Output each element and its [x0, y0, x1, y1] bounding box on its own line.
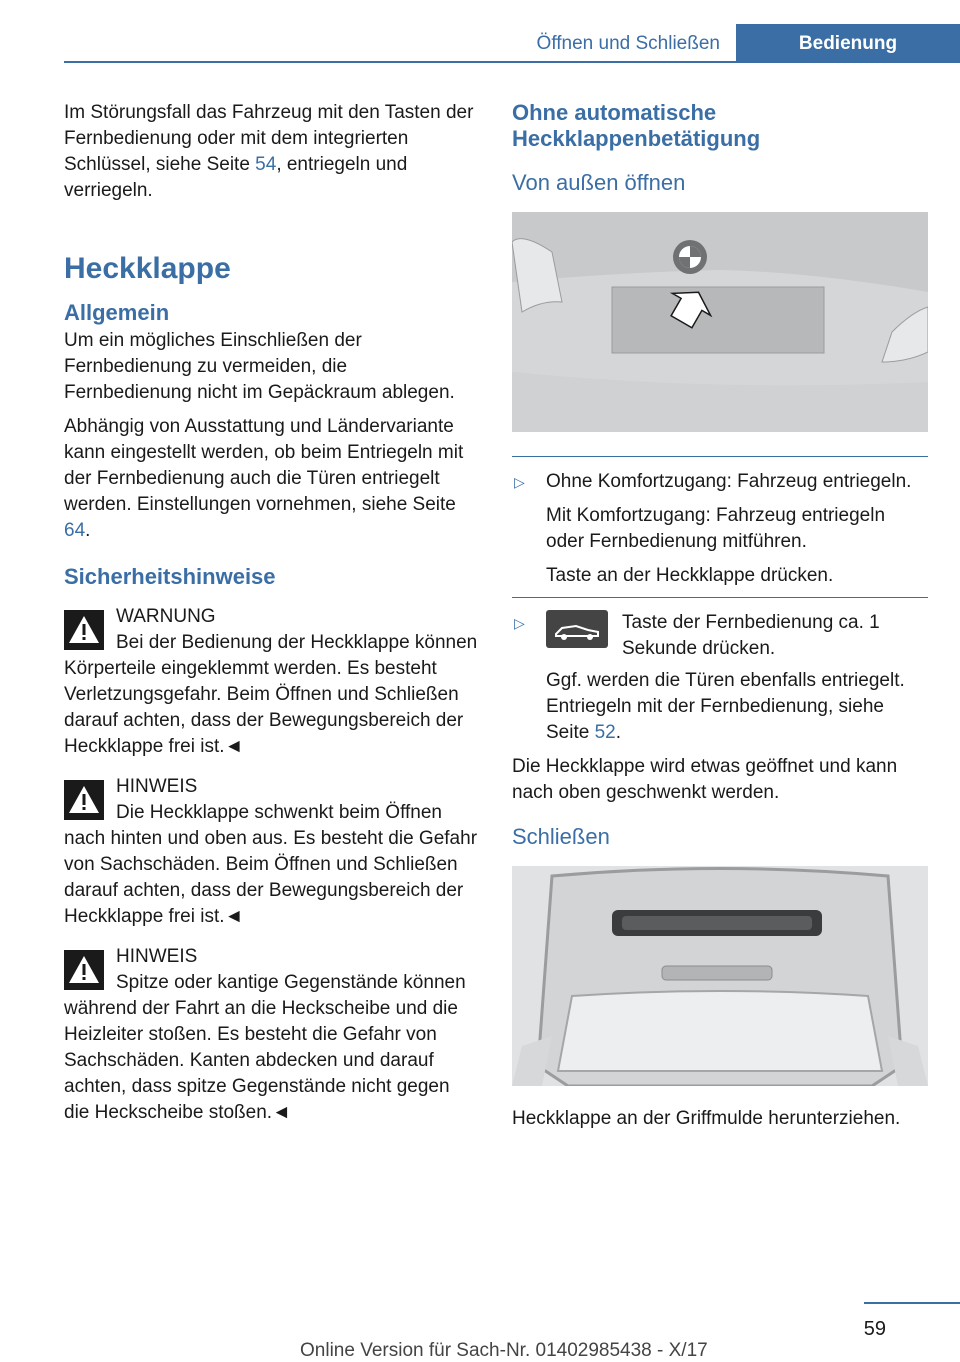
warning-icon [64, 610, 104, 650]
left-column [64, 100, 480, 1140]
allgemein-paragraph-1: Um ein mögliches Einschließen der Fernbedienung zu vermeiden, die Fernbedienung nicht im Gepäckraum ablegen. [64, 330, 455, 403]
list-text: Mit Komfortzugang: Fahrzeug entriegeln oder Fernbedienung mitführen. [546, 505, 886, 552]
footer-rule [864, 1302, 960, 1304]
divider [512, 597, 928, 598]
hint-notice-1 [64, 774, 480, 930]
heading-schliessen: Schließen [512, 824, 610, 849]
heading-sicherheit: Sicherheitshinweise [64, 564, 276, 589]
warning-icon [64, 950, 104, 990]
closing-paragraph: Heckklappe an der Griffmulde herunterziehen. [512, 1108, 901, 1129]
notice-text: Die Heckklappe schwenkt beim Öffnen nach hinten und oben aus. Es besteht die Gefahr von Sachschäden. Beim Öffnen und Schließen darauf achten, dass der Bewegungsbereich der Heckklappe frei ist.◄ [64, 802, 478, 927]
tailgate-interior-illustration [512, 866, 928, 1086]
remote-tailgate-button-icon [546, 610, 608, 648]
heading-allgemein: Allgemein [64, 300, 170, 325]
tailgate-exterior-illustration [512, 212, 928, 432]
header-section-title: Öffnen und Schließen [536, 33, 720, 54]
heading-ohne-automatik: Ohne automatische Heckklappenbetätigung [512, 100, 761, 151]
notice-text: Bei der Bedienung der Heckklappe können Körperteile eingeklemmt werden. Es besteht Verletzungsgefahr. Beim Öffnen und Schließen darauf achten, dass der Bewegungsbereich der Heckklappe frei ist.◄ [64, 632, 478, 757]
section-title: Heckklappe [64, 252, 231, 285]
list-text: Taste an der Heckklappe drücken. [546, 565, 834, 586]
notice-label: HINWEIS [116, 776, 198, 797]
online-version-note: Online Version für Sach-Nr. 01402985438 - X/17 [300, 1340, 708, 1361]
list-text: Taste der Fernbedienung ca. 1 Sekunde drücken. [622, 612, 880, 659]
allgemein-paragraph-2: Abhängig von Ausstattung und Ländervariante kann eingestellt werden, ob beim Entriegeln mit der Fernbedienung auch die Türen entriegelt werden. Einstellungen vornehmen, siehe Seite 64. [64, 416, 464, 541]
list-item [512, 469, 928, 589]
warning-icon [64, 780, 104, 820]
notice-text: Spitze oder kantige Gegenstände können während der Fahrt an die Heckscheibe und die Heizleiter stoßen. Es besteht die Gefahr von Sachschäden. Kanten abdecken und darauf achten, dass spitze Gegenstände nicht gegen die Heckscheibe stoßen.◄ [64, 972, 466, 1123]
triangle-bullet-icon: ▷ [514, 474, 525, 490]
notice-label: WARNUNG [116, 606, 216, 627]
warning-notice [64, 604, 480, 760]
heading-von-aussen: Von außen öffnen [512, 170, 686, 195]
list-text: Ohne Komfortzugang: Fahrzeug entriegeln. [546, 471, 912, 492]
triangle-bullet-icon: ▷ [514, 615, 525, 631]
intro-paragraph: Im Störungsfall das Fahrzeug mit den Tasten der Fernbedienung oder mit dem integrierten Schlüssel, siehe Seite 54, entriegeln und verriegeln. [64, 102, 474, 201]
remote-instruction [546, 610, 928, 662]
page-link-54[interactable]: 54 [255, 154, 277, 175]
page-link-64[interactable]: 64 [64, 520, 86, 541]
list-item [512, 610, 928, 746]
result-paragraph: Die Heckklappe wird etwas geöffnet und kann nach oben geschwenkt werden. [512, 756, 898, 803]
page-number: 59 [863, 1318, 886, 1340]
instruction-list [512, 456, 928, 746]
page-link-52[interactable]: 52 [594, 722, 616, 743]
list-text: Ggf. werden die Türen ebenfalls entriegelt. Entriegeln mit der Fernbedienung, siehe Seite 52. [546, 670, 905, 743]
notice-label: HINWEIS [116, 946, 198, 967]
hint-notice-2 [64, 944, 480, 1126]
header-chapter-tab: Bedienung [736, 24, 960, 63]
right-column [512, 100, 928, 1140]
